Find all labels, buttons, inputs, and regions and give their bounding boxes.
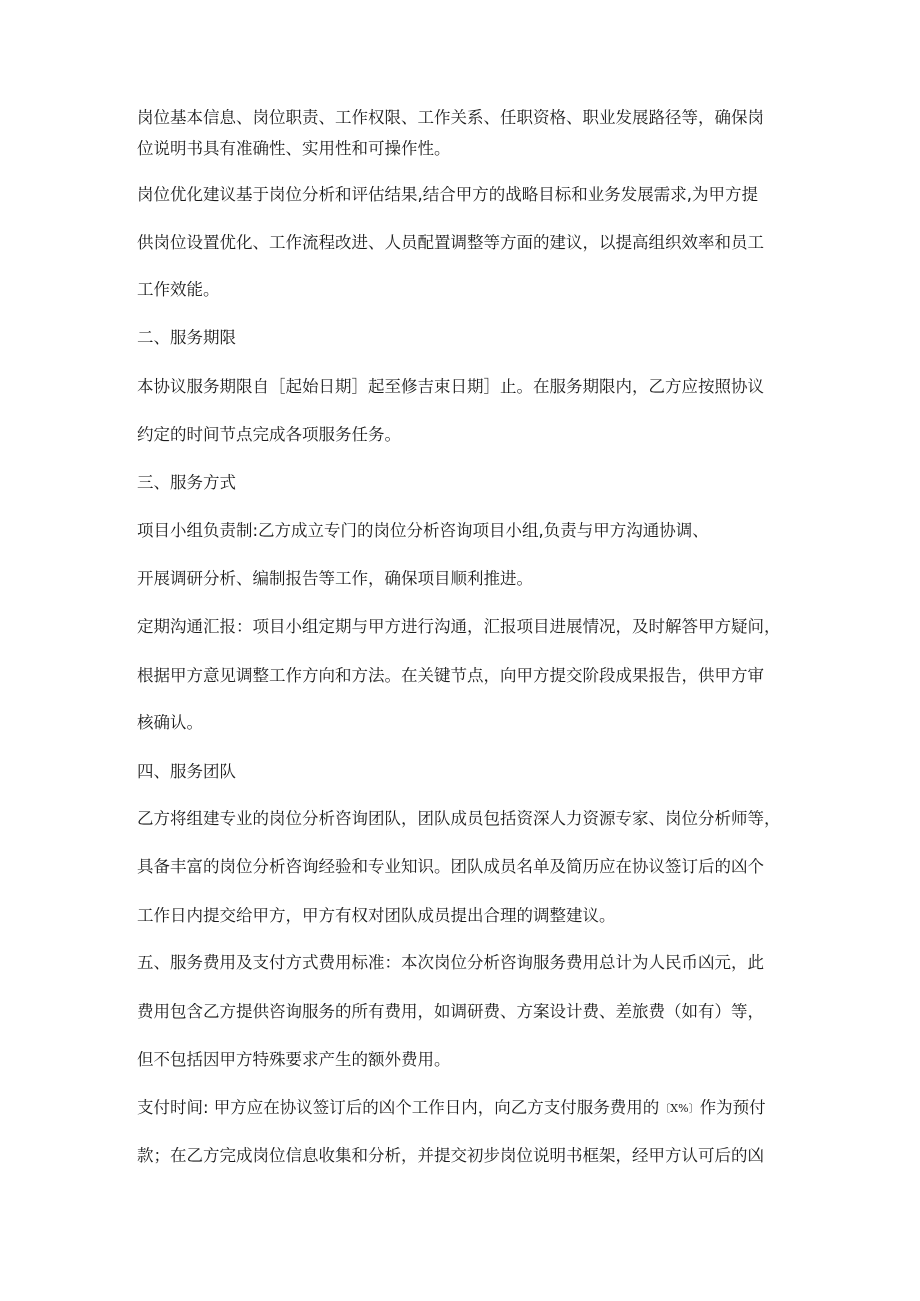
body-text-line: 开展调研分析、编制报告等工作，确保项目顺利推进。 (137, 569, 533, 588)
payment-text-before: 支付时间: 甲方应在协议签订后的凶个工作日内，向乙方支付服务费用的 (137, 1098, 660, 1117)
body-text-line: 项目小组负责制:乙方成立专门的岗位分析咨询项目小组,负责与甲方沟通协调、 (137, 521, 709, 540)
payment-text-after: 作为预付 (699, 1098, 766, 1117)
body-text-line: 工作日内提交给甲方，甲方有权对团队成员提出合理的调整建议。 (137, 906, 616, 925)
body-text-line: 根据甲方意见调整工作方向和方法。在关键节点，向甲方提交阶段成果报告，供甲方审 (137, 666, 764, 685)
body-text-line: 本协议服务期限自［起始日期］起至修吉束日期］止。在服务期限内，乙方应按照协议 (137, 377, 764, 396)
body-text-line: 供岗位设置优化、工作流程改进、人员配置调整等方面的建议，以提高组织效率和员工 (137, 233, 764, 252)
section-heading: 五、服务费用及支付方式费用标准：本次岗位分析咨询服务费用总计为人民币凶元，此 (137, 953, 764, 972)
body-text-line: 定期沟通汇报：项目小组定期与甲方进行沟通，汇报项目进展情况，及时解答甲方疑问， (137, 617, 781, 636)
body-text-line: 约定的时间节点完成各项服务任务。 (137, 425, 401, 444)
payment-time-line (137, 1096, 766, 1120)
section-heading: 三、服务方式 (137, 473, 236, 492)
body-text-line: 岗位基本信息、岗位职责、工作权限、工作关系、任职资格、职业发展路径等，确保岗 (137, 108, 764, 127)
body-text-line: 位说明书具有准确性、实用性和可操作性。 (137, 139, 451, 158)
body-text-line: 乙方将组建专业的岗位分析咨询团队，团队成员包括资深人力资源专家、岗位分析师等， (137, 809, 781, 828)
body-text-line: 款；在乙方完成岗位信息收集和分析，并提交初步岗位说明书框架，经甲方认可后的凶 (137, 1146, 764, 1165)
section-heading: 二、服务期限 (137, 328, 236, 347)
body-text-line: 但不包括因甲方特殊要求产生的额外费用。 (137, 1050, 451, 1069)
section-heading: 四、服务团队 (137, 762, 236, 781)
body-text-line: 核确认。 (137, 713, 203, 732)
body-text-line: 费用包含乙方提供咨询服务的所有费用，如调研费、方案设计费、差旅费（如有）等， (137, 1002, 764, 1021)
payment-percent-mark: 〔X%〕 (659, 1102, 700, 1115)
body-text-line: 具备丰富的岗位分析咨询经验和专业知识。团队成员名单及简历应在协议签订后的凶个 (137, 857, 764, 876)
body-text-line: 工作效能。 (137, 280, 220, 299)
body-text-line: 岗位优化建议基于岗位分析和评估结果,结合甲方的战略目标和业务发展需求,为甲方提 (137, 185, 758, 204)
